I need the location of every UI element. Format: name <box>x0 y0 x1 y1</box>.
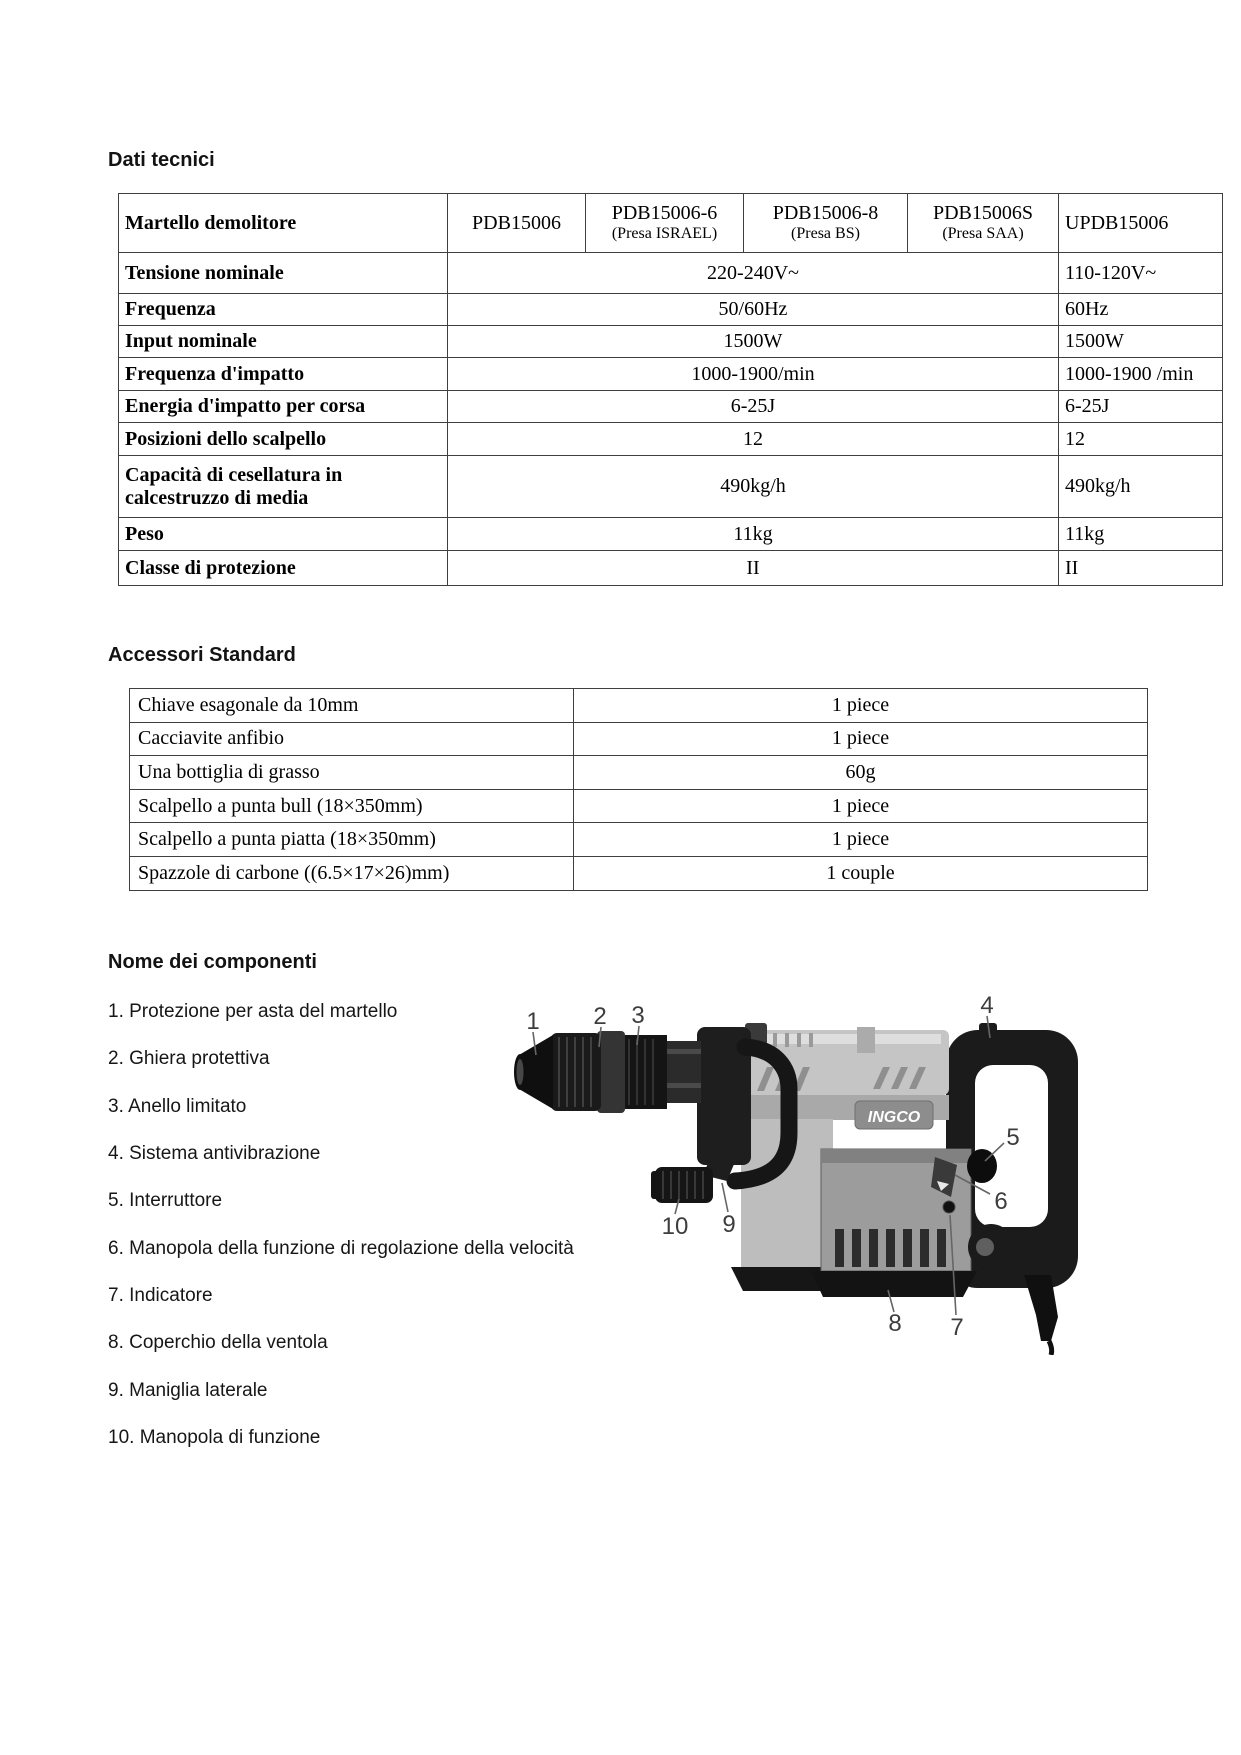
table-row <box>119 294 1223 326</box>
row-label: Classe di protezione <box>119 551 448 586</box>
accessory-qty: 1 piece <box>574 722 1148 756</box>
callout-10: 10 <box>661 1213 689 1240</box>
table-row <box>119 253 1223 294</box>
row-label: Peso <box>119 518 448 551</box>
table-row <box>119 551 1223 586</box>
row-value-shared: 50/60Hz <box>448 294 1059 326</box>
callout-9: 9 <box>722 1211 736 1238</box>
table-row <box>119 518 1223 551</box>
row-value-last: 11kg <box>1059 518 1223 551</box>
accessory-qty: 1 piece <box>574 823 1148 857</box>
ingco-logo <box>855 1101 933 1129</box>
accessory-name: Una bottiglia di grasso <box>130 756 574 790</box>
handle-pivot <box>968 1224 1014 1270</box>
chuck <box>514 1027 751 1165</box>
accessory-name: Cacciavite anfibio <box>130 722 574 756</box>
accessory-qty: 1 piece <box>574 689 1148 723</box>
list-item: 9. Maniglia laterale <box>108 1379 268 1401</box>
section-title-accessori: Accessori Standard <box>108 644 296 666</box>
row-label: Tensione nominale <box>119 253 448 294</box>
list-item: 10. Manopola di funzione <box>108 1427 321 1449</box>
list-item: 8. Coperchio della ventola <box>108 1332 328 1354</box>
list-item: 7. Indicatore <box>108 1285 213 1307</box>
table-row <box>130 823 1148 857</box>
callout-8: 8 <box>888 1310 902 1337</box>
accessory-qty: 60g <box>574 756 1148 790</box>
callout-1: 1 <box>526 1008 540 1035</box>
accessories-table <box>129 688 1148 891</box>
row-value-shared: II <box>448 551 1059 586</box>
accessory-qty: 1 piece <box>574 789 1148 823</box>
row-label: Energia d'impatto per corsa <box>119 391 448 423</box>
row-value-last: 1000-1900 /min <box>1059 358 1223 391</box>
list-item: 1. Protezione per asta del martello <box>108 1001 398 1022</box>
row-value-last: 60Hz <box>1059 294 1223 326</box>
list-item: 5. Interruttore <box>108 1190 223 1212</box>
row-value-shared: 490kg/h <box>448 456 1059 518</box>
row-value-shared: 6-25J <box>448 391 1059 423</box>
table-row <box>119 423 1223 456</box>
callout-4: 4 <box>980 992 994 1019</box>
section-title-componenti: Nome dei componenti <box>108 951 317 973</box>
table-row <box>130 856 1148 890</box>
table-row <box>119 358 1223 391</box>
list-item: 6. Manopola della funzione di regolazione della velocità <box>108 1237 574 1259</box>
product-name-cell: Martello demolitore <box>119 194 448 253</box>
row-value-last: 12 <box>1059 423 1223 456</box>
table-row <box>119 456 1223 518</box>
accessory-name: Scalpello a punta piatta (18×350mm) <box>130 823 574 857</box>
section-title-dati-tecnici: Dati tecnici <box>108 149 215 171</box>
table-row <box>130 756 1148 790</box>
product-diagram <box>505 985 1115 1355</box>
callout-6: 6 <box>994 1188 1008 1215</box>
accessory-name: Scalpello a punta bull (18×350mm) <box>130 789 574 823</box>
list-item: 3. Anello limitato <box>108 1095 247 1117</box>
row-value-last: 110-120V~ <box>1059 253 1223 294</box>
model-cell: PDB15006S (Presa SAA) <box>908 194 1059 253</box>
table-header-row <box>119 194 1223 253</box>
row-value-shared: 1000-1900/min <box>448 358 1059 391</box>
function-knob <box>651 1167 713 1203</box>
indicator-light <box>943 1201 955 1213</box>
model-cell: UPDB15006 <box>1059 194 1223 253</box>
brand-text: INGCO <box>867 1109 921 1126</box>
model-cell: PDB15006-6 (Presa ISRAEL) <box>586 194 744 253</box>
row-value-last: II <box>1059 551 1223 586</box>
power-cord <box>1024 1275 1058 1355</box>
callout-2: 2 <box>593 1003 607 1030</box>
table-row <box>130 722 1148 756</box>
row-value-last: 6-25J <box>1059 391 1223 423</box>
row-label: Posizioni dello scalpello <box>119 423 448 456</box>
row-value-shared: 12 <box>448 423 1059 456</box>
row-value-last: 1500W <box>1059 326 1223 358</box>
accessory-qty: 1 couple <box>574 856 1148 890</box>
row-value-last: 490kg/h <box>1059 456 1223 518</box>
list-item: 2. Ghiera protettiva <box>108 1048 270 1070</box>
callout-5: 5 <box>1006 1124 1020 1151</box>
row-value-shared: 11kg <box>448 518 1059 551</box>
callout-7: 7 <box>950 1314 964 1341</box>
row-label: Frequenza d'impatto <box>119 358 448 391</box>
accessory-name: Spazzole di carbone ((6.5×17×26)mm) <box>130 856 574 890</box>
row-label: Frequenza <box>119 294 448 326</box>
table-row <box>130 789 1148 823</box>
table-row <box>130 689 1148 723</box>
table-row <box>119 326 1223 358</box>
tech-specs-table <box>118 193 1223 586</box>
table-row <box>119 391 1223 423</box>
accessory-name: Chiave esagonale da 10mm <box>130 689 574 723</box>
row-value-shared: 1500W <box>448 326 1059 358</box>
list-item: 4. Sistema antivibrazione <box>108 1143 321 1165</box>
row-label: Input nominale <box>119 326 448 358</box>
callout-3: 3 <box>631 1002 645 1029</box>
row-value-shared: 220-240V~ <box>448 253 1059 294</box>
row-label: Capacità di cesellatura in calcestruzzo di media <box>119 456 448 518</box>
model-cell: PDB15006 <box>448 194 586 253</box>
model-cell: PDB15006-8 (Presa BS) <box>744 194 908 253</box>
